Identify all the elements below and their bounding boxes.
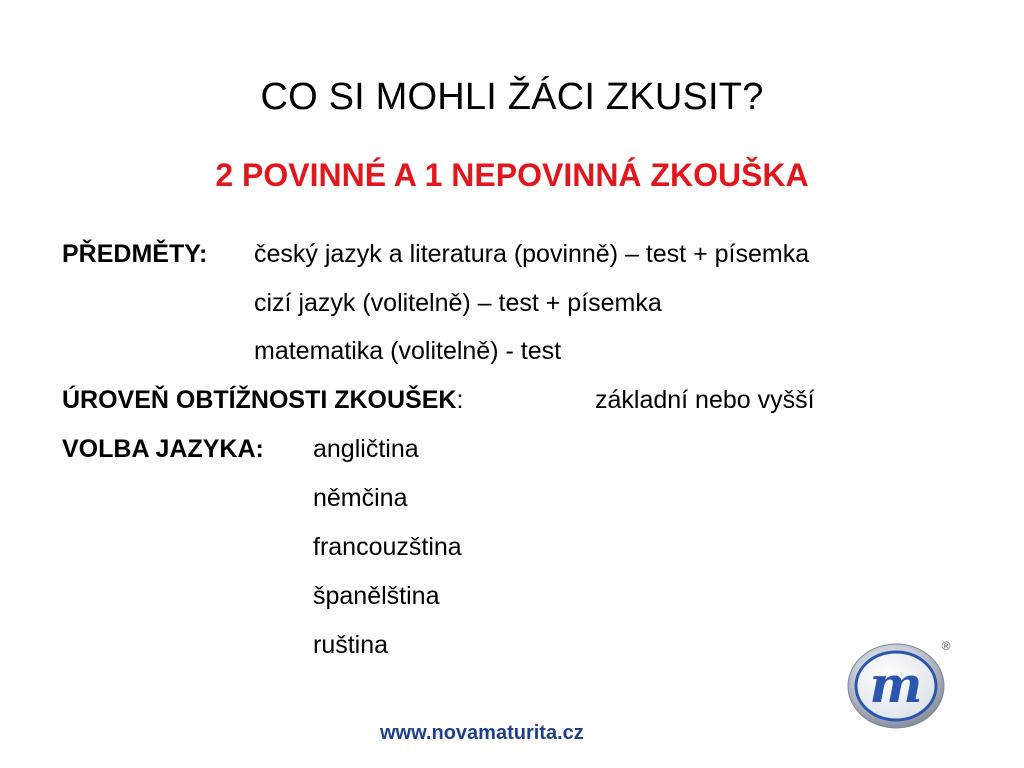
website-link[interactable]: www.novamaturita.cz — [380, 722, 584, 744]
language-item: francouzština — [313, 533, 462, 561]
language-item: angličtina — [313, 435, 419, 463]
logo-letter: m — [869, 655, 923, 714]
language-item: ruština — [313, 631, 389, 659]
subject-item: cizí jazyk (volitelně) – test + písemka — [254, 289, 662, 317]
level-value: základní nebo vyšší — [595, 386, 815, 414]
level-label: ÚROVEŇ OBTÍŽNOSTI ZKOUŠEK — [62, 386, 457, 414]
subject-item: matematika (volitelně) - test — [254, 337, 562, 365]
subjects-label: PŘEDMĚTY: — [62, 240, 208, 268]
language-label: VOLBA JAZYKA: — [62, 435, 264, 463]
level-colon: : — [456, 386, 464, 414]
m-logo-icon — [846, 636, 956, 732]
language-item: němčina — [313, 484, 408, 512]
slide-subtitle: 2 POVINNÉ A 1 NEPOVINNÁ ZKOUŠKA — [215, 157, 809, 193]
level-row — [62, 383, 463, 417]
subject-item: český jazyk a literatura (povinně) – test + písemka — [254, 240, 810, 268]
slide-title: CO SI MOHLI ŽÁCI ZKUSIT? — [260, 76, 764, 118]
registered-mark: ® — [941, 639, 951, 653]
language-item: španělština — [313, 582, 440, 610]
